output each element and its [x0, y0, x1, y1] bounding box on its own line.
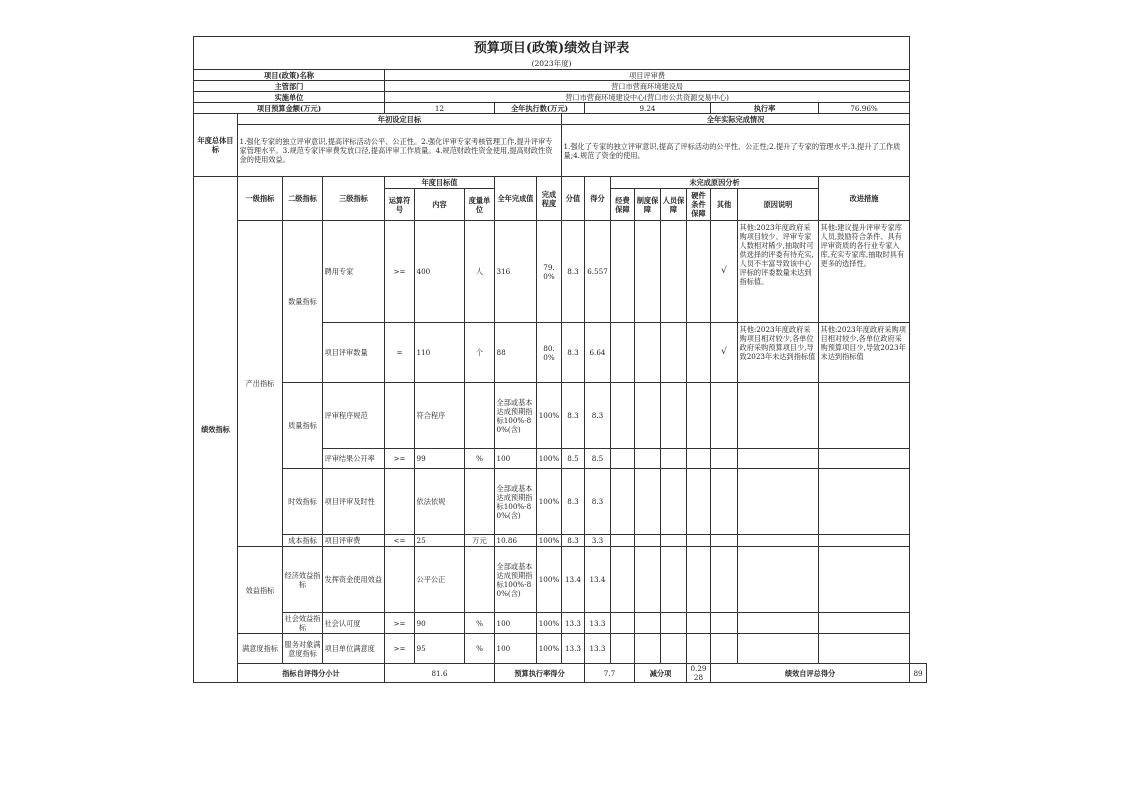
- reason-hardware: [687, 547, 711, 613]
- indicator-subtotal-label: 指标自评得分小计: [238, 664, 385, 683]
- indicator-degree: 79.0%: [537, 221, 562, 323]
- indicator-degree: 100%: [537, 613, 562, 634]
- indicator-actual: 全部或基本达成预期指标100%-80%(含): [495, 383, 537, 449]
- reason-system: [635, 469, 661, 535]
- header-actual: 全年完成值: [495, 177, 537, 221]
- indicator-name: 项目评审费: [323, 535, 385, 547]
- indicator-score: 13.4: [562, 547, 585, 613]
- indicator-actual: 88: [495, 323, 537, 383]
- indicator-content: 公平公正: [415, 547, 465, 613]
- reason-system: [635, 634, 661, 664]
- header-reason-group: 未完成原因分析: [611, 177, 819, 189]
- level2-quantity: 数量指标: [283, 221, 323, 383]
- indicator-content: 400: [415, 221, 465, 323]
- improvement-measure: [819, 634, 910, 664]
- reason-funding: [611, 323, 635, 383]
- reason-system: [635, 323, 661, 383]
- indicator-name: 评审结果公开率: [323, 449, 385, 469]
- reason-system: [635, 547, 661, 613]
- indicator-actual: 316: [495, 221, 537, 323]
- indicator-score: 8.5: [562, 449, 585, 469]
- indicator-unit: [465, 469, 495, 535]
- reason-funding: [611, 383, 635, 449]
- improvement-measure: 其他:建议提升评审专家库人员,鼓励符合条件、具有评审资质的各行业专家入库,充实专家库,抽取时具有更多的选择性。: [819, 221, 910, 323]
- indicator-op: [385, 383, 415, 449]
- header-got: 得分: [585, 177, 611, 221]
- indicator-unit: [465, 383, 495, 449]
- improvement-measure: 其他:2023年度政府采购项目相对较少,各单位政府采购预算项目少,导致2023年未达到指标值: [819, 323, 910, 383]
- indicator-content: 依法依规: [415, 469, 465, 535]
- indicator-score: 8.3: [562, 535, 585, 547]
- indicator-score: 13.3: [562, 634, 585, 664]
- indicator-score: 8.3: [562, 323, 585, 383]
- self-evaluation-table: [193, 36, 927, 683]
- improvement-measure: [819, 383, 910, 449]
- indicator-actual: 100: [495, 634, 537, 664]
- reason-system: [635, 221, 661, 323]
- level2-quality: 质量指标: [283, 383, 323, 469]
- reason-hardware: [687, 221, 711, 323]
- level2-time: 时效指标: [283, 469, 323, 535]
- goal-set-header: 年初设定目标: [238, 114, 562, 125]
- indicator-name: 评审程序规范: [323, 383, 385, 449]
- indicator-degree: 100%: [537, 469, 562, 535]
- indicator-got: 8.3: [585, 383, 611, 449]
- budget-value: 12: [385, 103, 495, 114]
- level2-service: 服务对象满意度指标: [283, 634, 323, 664]
- reason-staff: [661, 547, 687, 613]
- reason-system: [635, 535, 661, 547]
- reason-funding: [611, 469, 635, 535]
- header-r4: 硬件条件保障: [687, 189, 711, 221]
- reason-staff: [661, 634, 687, 664]
- reason-other-check: [711, 383, 738, 449]
- indicator-name: 项目评审数量: [323, 323, 385, 383]
- indicator-op: >=: [385, 613, 415, 634]
- indicator-unit: %: [465, 613, 495, 634]
- improvement-measure: [819, 547, 910, 613]
- header-r5: 其他: [711, 189, 738, 221]
- level2-economic: 经济效益指标: [283, 547, 323, 613]
- indicator-name: 聘用专家: [323, 221, 385, 323]
- reason-funding: [611, 547, 635, 613]
- reason-staff: [661, 535, 687, 547]
- reason-funding: [611, 634, 635, 664]
- reason-funding: [611, 535, 635, 547]
- performance-indicator-label: 绩效指标: [194, 177, 238, 683]
- header-r3: 人员保障: [661, 189, 687, 221]
- reason-staff: [661, 469, 687, 535]
- header-target-group: 年度目标值: [385, 177, 495, 189]
- reason-hardware: [687, 449, 711, 469]
- budget-label: 项目预算金额(万元): [194, 103, 385, 114]
- indicator-actual: 100: [495, 613, 537, 634]
- indicator-op: [385, 469, 415, 535]
- indicator-score: 8.3: [562, 383, 585, 449]
- indicator-actual: 全部或基本达成预期指标100%-80%(含): [495, 547, 537, 613]
- indicator-content: 99: [415, 449, 465, 469]
- indicator-content: 符合程序: [415, 383, 465, 449]
- reason-explanation: [738, 613, 819, 634]
- indicator-got: 8.5: [585, 449, 611, 469]
- project-name-value: 项目评审费: [385, 70, 910, 81]
- deduction-value: 0.2928: [687, 664, 711, 683]
- goal-set-text: 1.强化专家的独立评审意识,提高评标活动公平、公正性。2.强化评审专家考核管理工作,提升评审专家管理水平。3.规范专家评审费发放口径,提高评审工作质量。4.规范财政性资金使用,提高财政性资金的使用效益。: [238, 125, 562, 177]
- indicator-op: <=: [385, 535, 415, 547]
- indicator-name: 社会认可度: [323, 613, 385, 634]
- indicator-op: >=: [385, 221, 415, 323]
- reason-other-check: [711, 613, 738, 634]
- dept-value: 营口市营商环境建设局: [385, 81, 910, 92]
- indicator-got: 6.557: [585, 221, 611, 323]
- reason-staff: [661, 323, 687, 383]
- indicator-unit: %: [465, 634, 495, 664]
- reason-hardware: [687, 634, 711, 664]
- reason-hardware: [687, 613, 711, 634]
- indicator-degree: 100%: [537, 383, 562, 449]
- reason-system: [635, 449, 661, 469]
- level2-social: 社会效益指标: [283, 613, 323, 634]
- improvement-measure: [819, 449, 910, 469]
- improvement-measure: [819, 469, 910, 535]
- reason-system: [635, 613, 661, 634]
- rate-label: 执行率: [711, 103, 819, 114]
- total-score-label: 绩效自评总得分: [711, 664, 910, 683]
- indicator-score: 8.3: [562, 469, 585, 535]
- indicator-subtotal-value: 81.6: [385, 664, 495, 683]
- reason-other-check: √: [711, 323, 738, 383]
- reason-explanation: [738, 469, 819, 535]
- budget-exec-score-value: 7.7: [585, 664, 635, 683]
- header-level1: 一级指标: [238, 177, 283, 221]
- indicator-op: =: [385, 323, 415, 383]
- level2-cost: 成本指标: [283, 535, 323, 547]
- reason-explanation: [738, 535, 819, 547]
- table-year: (2023年度): [194, 58, 910, 70]
- header-score: 分值: [562, 177, 585, 221]
- reason-other-check: [711, 535, 738, 547]
- unit-value: 营口市营商环境建设中心(营口市公共资源交易中心): [385, 92, 910, 103]
- reason-other-check: √: [711, 221, 738, 323]
- indicator-degree: 100%: [537, 449, 562, 469]
- reason-hardware: [687, 383, 711, 449]
- indicator-got: 13.3: [585, 613, 611, 634]
- total-score-value: 89: [910, 664, 927, 683]
- indicator-op: [385, 547, 415, 613]
- level1-output: 产出指标: [238, 221, 283, 547]
- unit-label: 实施单位: [194, 92, 385, 103]
- header-r2: 制度保障: [635, 189, 661, 221]
- goal-done-text: 1.强化了专家的独立评审意识,提高了评标活动的公平性、公正性;2.提升了专家的管理水平;3.提升了工作质量;4.规范了资金的使用。: [562, 125, 910, 177]
- reason-staff: [661, 221, 687, 323]
- indicator-degree: 80.0%: [537, 323, 562, 383]
- reason-hardware: [687, 323, 711, 383]
- indicator-degree: 100%: [537, 547, 562, 613]
- indicator-unit: 个: [465, 323, 495, 383]
- reason-staff: [661, 613, 687, 634]
- level1-benefit: 效益指标: [238, 547, 283, 634]
- table-title: 预算项目(政策)绩效自评表: [194, 37, 910, 58]
- indicator-name: 项目单位满意度: [323, 634, 385, 664]
- indicator-got: 6.64: [585, 323, 611, 383]
- indicator-degree: 100%: [537, 634, 562, 664]
- indicator-score: 13.3: [562, 613, 585, 634]
- header-content: 内容: [415, 189, 465, 221]
- reason-explanation: 其他:2023年度政府采购项目相对较少,各单位政府采购预算项目少,导致2023年未达到指标值: [738, 323, 819, 383]
- header-improve: 改进措施: [819, 177, 910, 221]
- reason-explanation: [738, 449, 819, 469]
- goal-done-header: 全年实际完成情况: [562, 114, 910, 125]
- header-level2: 二级指标: [283, 177, 323, 221]
- indicator-name: 项目评审及时性: [323, 469, 385, 535]
- indicator-content: 25: [415, 535, 465, 547]
- indicator-degree: 100%: [537, 535, 562, 547]
- annual-goal-label: 年度总体目标: [194, 114, 238, 177]
- header-degree: 完成程度: [537, 177, 562, 221]
- indicator-op: >=: [385, 634, 415, 664]
- budget-exec-score-label: 预算执行率得分: [495, 664, 585, 683]
- reason-other-check: [711, 634, 738, 664]
- reason-explanation: [738, 634, 819, 664]
- reason-funding: [611, 613, 635, 634]
- reason-other-check: [711, 469, 738, 535]
- reason-hardware: [687, 469, 711, 535]
- exec-label: 全年执行数(万元): [495, 103, 585, 114]
- reason-staff: [661, 449, 687, 469]
- header-r6: 原因说明: [738, 189, 819, 221]
- indicator-op: >=: [385, 449, 415, 469]
- indicator-actual: 全部或基本达成预期指标100%-80%(含): [495, 469, 537, 535]
- indicator-unit: 万元: [465, 535, 495, 547]
- reason-system: [635, 383, 661, 449]
- header-unit: 度量单位: [465, 189, 495, 221]
- improvement-measure: [819, 535, 910, 547]
- indicator-actual: 10.86: [495, 535, 537, 547]
- reason-explanation: [738, 383, 819, 449]
- indicator-unit: [465, 547, 495, 613]
- header-level3: 三级指标: [323, 177, 385, 221]
- reason-funding: [611, 449, 635, 469]
- indicator-name: 发挥资金使用效益: [323, 547, 385, 613]
- header-op: 运算符号: [385, 189, 415, 221]
- indicator-got: 3.3: [585, 535, 611, 547]
- dept-label: 主管部门: [194, 81, 385, 92]
- reason-other-check: [711, 547, 738, 613]
- reason-explanation: 其他:2023年度政府采购项目较少、评审专家人数相对稀少,抽取时可供选择的评委有待充实,人员不丰富导致该中心评标的评委数量未达到指标值。: [738, 221, 819, 323]
- indicator-content: 110: [415, 323, 465, 383]
- indicator-unit: 人: [465, 221, 495, 323]
- exec-value: 9.24: [585, 103, 711, 114]
- reason-hardware: [687, 535, 711, 547]
- level1-satisfaction: 满意度指标: [238, 634, 283, 664]
- reason-explanation: [738, 547, 819, 613]
- indicator-got: 13.3: [585, 634, 611, 664]
- indicator-unit: %: [465, 449, 495, 469]
- indicator-actual: 100: [495, 449, 537, 469]
- indicator-got: 8.3: [585, 469, 611, 535]
- header-r1: 经费保障: [611, 189, 635, 221]
- rate-value: 76.96%: [819, 103, 910, 114]
- project-name-label: 项目(政策)名称: [194, 70, 385, 81]
- reason-staff: [661, 383, 687, 449]
- reason-funding: [611, 221, 635, 323]
- indicator-got: 13.4: [585, 547, 611, 613]
- indicator-content: 90: [415, 613, 465, 634]
- reason-other-check: [711, 449, 738, 469]
- indicator-content: 95: [415, 634, 465, 664]
- indicator-score: 8.3: [562, 221, 585, 323]
- improvement-measure: [819, 613, 910, 634]
- deduction-label: 减分项: [635, 664, 687, 683]
